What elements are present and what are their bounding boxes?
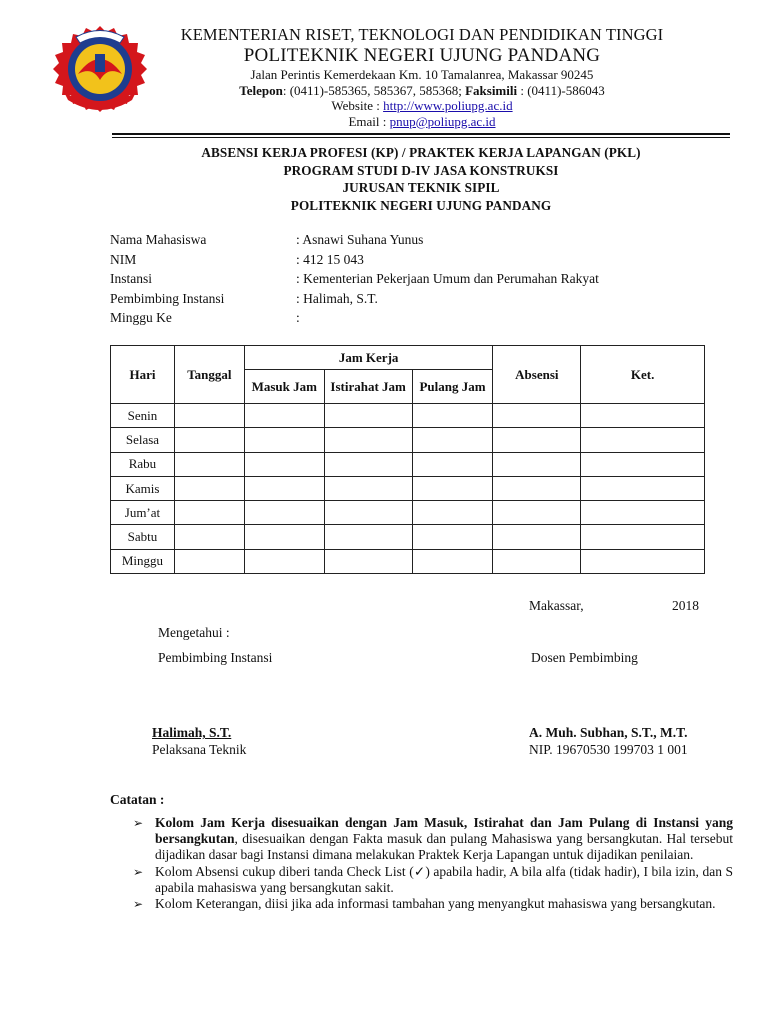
istirahat-cell[interactable] <box>324 549 412 573</box>
note-1-bold: Kolom Jam Kerja disesuaikan dengan Jam Masuk, Istirahat dan Jam Pulang di Instansi yang bersangkutan <box>155 815 733 847</box>
table-row <box>111 549 705 573</box>
email-link[interactable]: pnup@poliupg.ac.id <box>389 113 496 129</box>
document-title <box>110 144 732 214</box>
day-cell: Rabu <box>111 452 175 476</box>
masuk-cell[interactable] <box>244 476 324 500</box>
pulang-cell[interactable] <box>412 501 493 525</box>
pulang-cell[interactable] <box>412 476 493 500</box>
header-divider-thick <box>112 133 730 135</box>
masuk-cell[interactable] <box>244 549 324 573</box>
date-cell[interactable] <box>174 452 244 476</box>
ministry-name: KEMENTERIAN RISET, TEKNOLOGI DAN PENDIDIKAN TINGGI <box>180 25 664 44</box>
date-cell[interactable] <box>174 501 244 525</box>
list-item <box>133 864 733 896</box>
title-line-1: ABSENSI KERJA PROFESI (KP) / PRAKTEK KERJA LAPANGAN (PKL) <box>201 145 641 160</box>
header-masuk: Masuk Jam <box>244 370 324 404</box>
letterhead <box>160 25 684 129</box>
day-cell: Senin <box>111 404 175 428</box>
note-3: Kolom Keterangan, diisi jika ada informasi tambahan yang menyangkut mahasiswa yang bersangkutan. <box>155 896 716 912</box>
ket-cell[interactable] <box>581 404 705 428</box>
notes-title: Catatan : <box>110 792 165 807</box>
header-hari: Hari <box>111 346 175 404</box>
absensi-cell[interactable] <box>493 428 581 452</box>
school-name: POLITEKNIK NEGERI UJUNG PANDANG <box>243 45 601 66</box>
note-2: Kolom Absensi cukup diberi tanda Check List (✓) apabila hadir, A bila alfa (tidak hadir), I bila izin, dan S apabila mahasiswa yang bersangkutan sakit. <box>155 863 733 895</box>
info-value: : Asnawi Suhana Yunus <box>296 232 424 247</box>
masuk-cell[interactable] <box>244 452 324 476</box>
header-divider-thin <box>112 137 730 138</box>
masuk-cell[interactable] <box>244 525 324 549</box>
day-cell: Minggu <box>111 549 175 573</box>
absensi-cell[interactable] <box>493 549 581 573</box>
absensi-cell[interactable] <box>493 404 581 428</box>
place-date: Makassar, <box>529 598 584 613</box>
day-cell: Kamis <box>111 476 175 500</box>
arrow-bullet-icon: ➢ <box>133 816 144 830</box>
arrow-bullet-icon: ➢ <box>133 864 144 879</box>
istirahat-cell[interactable] <box>324 428 412 452</box>
ket-cell[interactable] <box>581 428 705 452</box>
right-signer-nip: NIP. 19670530 199703 1 001 <box>529 742 688 757</box>
day-cell: Sabtu <box>111 525 175 549</box>
table-row <box>111 501 705 525</box>
acknowledged-label: Mengetahui : <box>158 625 230 640</box>
absensi-cell[interactable] <box>493 476 581 500</box>
header-pulang: Pulang Jam <box>412 370 493 404</box>
day-cell: Jum’at <box>111 501 175 525</box>
table-row <box>111 525 705 549</box>
info-value: : 412 15 043 <box>296 251 364 267</box>
istirahat-cell[interactable] <box>324 404 412 428</box>
email-line <box>160 114 684 130</box>
table-row <box>111 404 705 428</box>
title-line-3: JURUSAN TEKNIK SIPIL <box>342 180 500 195</box>
day-cell: Selasa <box>111 428 175 452</box>
table-row <box>111 452 705 476</box>
ket-cell[interactable] <box>581 501 705 525</box>
info-value: : <box>296 310 300 326</box>
absensi-cell[interactable] <box>493 525 581 549</box>
pulang-cell[interactable] <box>412 549 493 573</box>
website-link[interactable]: http://www.poliupg.ac.id <box>383 98 513 113</box>
date-cell[interactable] <box>174 525 244 549</box>
info-value: : Kementerian Pekerjaan Umum dan Perumahan Rakyat <box>296 271 599 287</box>
fax-label: Faksimili <box>465 82 518 98</box>
email-label: Email : <box>348 113 390 129</box>
table-row <box>111 428 705 452</box>
header-istirahat: Istirahat Jam <box>324 370 412 404</box>
title-line-2: PROGRAM STUDI D-IV JASA KONSTRUKSI <box>283 162 559 178</box>
table-row <box>111 476 705 500</box>
header-absensi: Absensi <box>493 346 581 404</box>
note-1-rest: , disesuaikan dengan Fakta masuk dan pulang Mahasiswa yang bersangkutan. Hal tersebut dijadikan dasar bagi Instansi dimana melakukan Praktek Kerja Lapangan untuk dijadikan penilaian. <box>155 831 733 863</box>
left-signer-role: Pembimbing Instansi <box>158 650 273 665</box>
info-value: : Halimah, S.T. <box>296 290 378 306</box>
date-cell[interactable] <box>174 428 244 452</box>
header-tanggal: Tanggal <box>174 346 244 404</box>
masuk-cell[interactable] <box>244 501 324 525</box>
left-signer-name: Halimah, S.T. <box>152 725 232 740</box>
ket-cell[interactable] <box>581 476 705 500</box>
istirahat-cell[interactable] <box>324 525 412 549</box>
istirahat-cell[interactable] <box>324 476 412 500</box>
absensi-cell[interactable] <box>493 452 581 476</box>
info-label: Instansi <box>110 271 152 287</box>
phone-value: : (0411)-585365, 585367, 585368; <box>282 82 466 98</box>
absensi-cell[interactable] <box>493 501 581 525</box>
ket-cell[interactable] <box>581 525 705 549</box>
school-address: Jalan Perintis Kemerdekaan Km. 10 Tamalanrea, Makassar 90245 <box>250 67 594 82</box>
pulang-cell[interactable] <box>412 428 493 452</box>
pulang-cell[interactable] <box>412 525 493 549</box>
arrow-bullet-icon: ➢ <box>133 897 144 912</box>
title-line-4: POLITEKNIK NEGERI UJUNG PANDANG <box>290 197 552 213</box>
fax-value: : (0411)-586043 <box>517 82 605 98</box>
header-jam-kerja: Jam Kerja <box>244 346 493 370</box>
pulang-cell[interactable] <box>412 404 493 428</box>
notes-list <box>133 815 733 912</box>
header-ket: Ket. <box>581 346 705 404</box>
right-signer-role: Dosen Pembimbing <box>531 650 638 665</box>
masuk-cell[interactable] <box>244 404 324 428</box>
info-label: Pembimbing Instansi <box>110 290 225 306</box>
right-signer-name: A. Muh. Subhan, S.T., M.T. <box>529 725 688 740</box>
info-label: NIM <box>110 251 137 267</box>
list-item <box>133 815 733 864</box>
website-label: Website : <box>331 98 384 113</box>
polytechnic-emblem-icon <box>48 22 152 118</box>
ket-cell[interactable] <box>581 549 705 573</box>
date-cell[interactable] <box>174 404 244 428</box>
website-line <box>160 98 684 114</box>
date-cell[interactable] <box>174 549 244 573</box>
left-signer-position: Pelaksana Teknik <box>152 742 247 757</box>
phone-label: Telepon <box>239 82 283 98</box>
info-label: Nama Mahasiswa <box>110 232 207 247</box>
pulang-cell[interactable] <box>412 452 493 476</box>
ket-cell[interactable] <box>581 452 705 476</box>
info-label: Minggu Ke <box>110 310 172 326</box>
signature-year: 2018 <box>672 598 699 613</box>
date-cell[interactable] <box>174 476 244 500</box>
istirahat-cell[interactable] <box>324 452 412 476</box>
list-item <box>133 896 733 912</box>
masuk-cell[interactable] <box>244 428 324 452</box>
contact-line <box>160 83 684 99</box>
attendance-table <box>110 345 705 574</box>
istirahat-cell[interactable] <box>324 501 412 525</box>
